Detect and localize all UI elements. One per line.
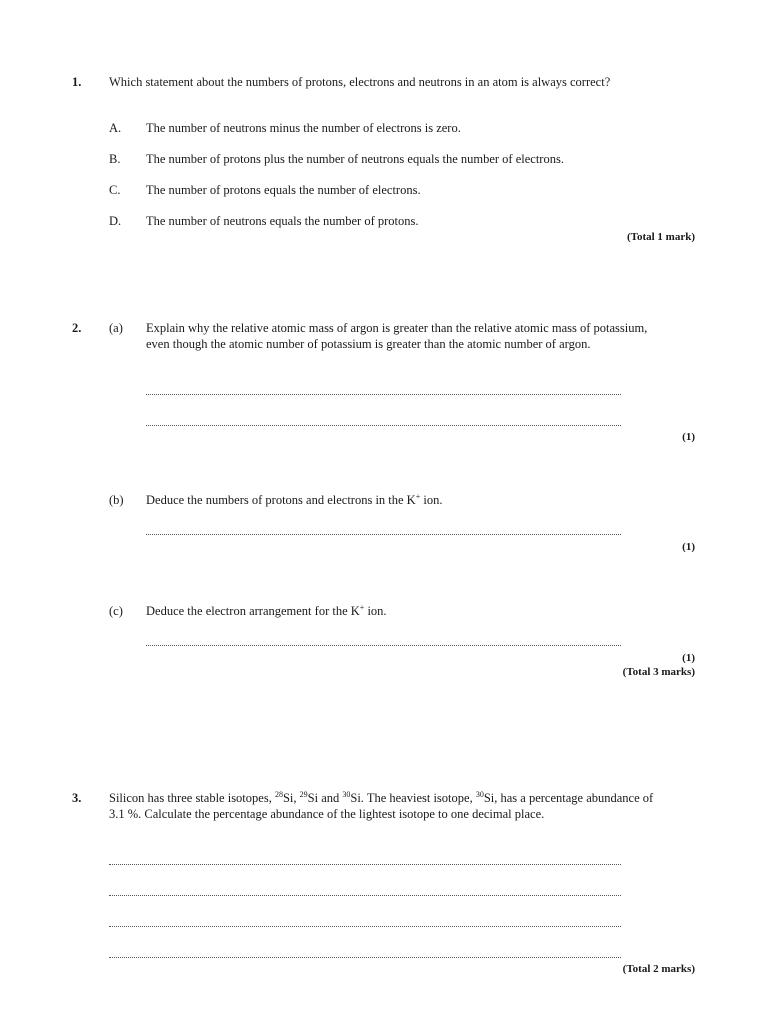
question-2c-mark: (1): [682, 652, 695, 664]
answer-line[interactable]: [146, 425, 621, 426]
question-2b-label: (b): [109, 493, 124, 507]
option-d-letter: D.: [109, 214, 122, 228]
question-2b-mark: (1): [682, 541, 695, 553]
option-d-text: The number of neutrons equals the number of protons.: [146, 214, 419, 228]
question-2a-label: (a): [109, 321, 123, 335]
question-2c-label: (c): [109, 604, 123, 618]
answer-line[interactable]: [146, 394, 621, 395]
question-1-total: (Total 1 mark): [626, 231, 695, 243]
answer-line[interactable]: [109, 864, 621, 865]
answer-line[interactable]: [109, 957, 621, 958]
question-2a-text: Explain why the relative atomic mass of argon is greater than the relative atomic mass of potassium, even though the atomic number of potassium is greater than the atomic number of argon.: [146, 321, 648, 351]
option-a-text: The number of neutrons minus the number of electrons is zero.: [146, 121, 461, 135]
option-b-letter: B.: [109, 152, 121, 166]
option-c-text: The number of protons equals the number of electrons.: [146, 183, 421, 197]
question-2b-text: Deduce the numbers of protons and electrons in the K+ ion.: [146, 492, 443, 507]
option-b-text: The number of protons plus the number of neutrons equals the number of electrons.: [146, 152, 564, 166]
question-2-number: 2.: [72, 321, 82, 335]
question-2-total: (Total 3 marks): [622, 666, 695, 678]
answer-line[interactable]: [109, 895, 621, 896]
question-2a-mark: (1): [682, 431, 695, 443]
question-3-text: Silicon has three stable isotopes, $^{28}$Si, $^{29}$Si and $^{30}$Si. The heaviest isotope, $^{30}$Si, has a percentage abundance of 3.1 %. Calculate the percentage abundance of the lightest isotope to one decimal place.: [109, 790, 654, 821]
answer-line[interactable]: [146, 645, 621, 646]
question-1-number: 1.: [72, 75, 82, 89]
option-c-letter: C.: [109, 183, 121, 197]
question-1-stem: Which statement about the numbers of protons, electrons and neutrons in an atom is always correct?: [109, 75, 611, 89]
question-3-number: 3.: [72, 791, 82, 805]
question-3-total: (Total 2 marks): [622, 963, 695, 975]
answer-line[interactable]: [146, 534, 621, 535]
question-2c-text: Deduce the electron arrangement for the K+ ion.: [146, 603, 387, 618]
option-a-letter: A.: [109, 121, 122, 135]
answer-line[interactable]: [109, 926, 621, 927]
